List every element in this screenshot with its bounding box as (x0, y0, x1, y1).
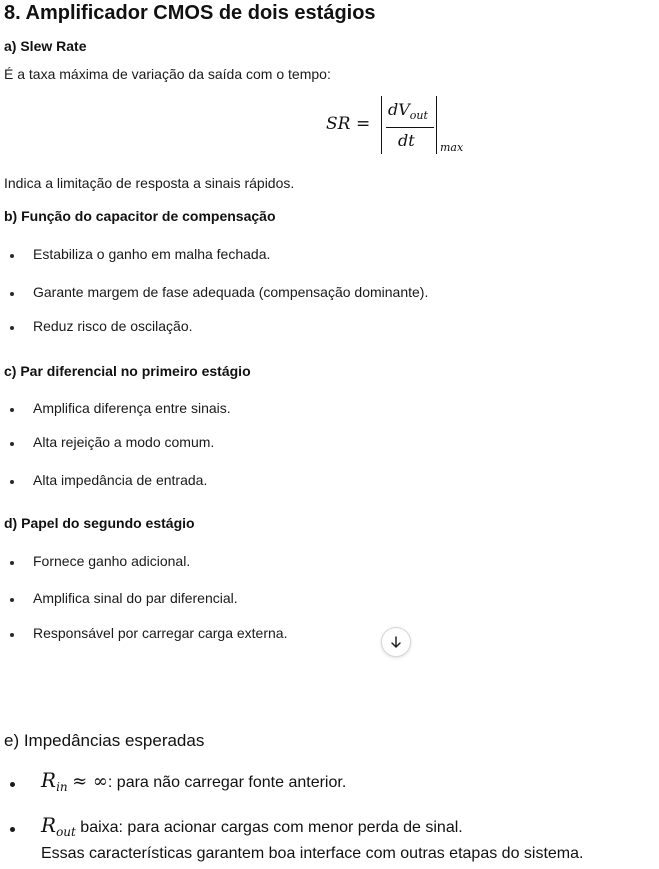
heading-slew-rate: a) Slew Rate (4, 38, 87, 54)
list-item: Amplifica diferença entre sinais. (33, 400, 231, 416)
heading-impedances: e) Impedâncias esperadas (4, 731, 205, 750)
closing-text: Essas características garantem boa interface com outras etapas do sistema. (41, 845, 584, 862)
list-item: Garante margem de fase adequada (compensação dominante). (33, 284, 429, 300)
bullet-dot (10, 408, 14, 412)
list-item: Responsável por carregar carga externa. (33, 625, 288, 641)
formula-lhs: SR (326, 114, 351, 134)
formula-subscript-max: max (440, 141, 464, 154)
list-item: Fornece ganho adicional. (33, 553, 191, 569)
abs-bar-right (436, 96, 437, 154)
bullet-dot (10, 561, 14, 565)
arrow-down-icon (389, 635, 403, 649)
list-item: Reduz risco de oscilação. (33, 318, 193, 334)
section-title: 8. Amplificador CMOS de dois estágios (4, 2, 376, 24)
bullet-dot (10, 633, 14, 637)
fraction-line (386, 127, 434, 128)
bullet-dot (10, 480, 14, 484)
formula-numerator: $dV_{out}$ (388, 100, 428, 123)
scroll-down-button[interactable] (381, 627, 411, 657)
list-item: Estabiliza o ganho em malha fechada. (33, 246, 271, 262)
heading-diff-pair: c) Par diferencial no primeiro estágio (4, 363, 251, 379)
bullet-dot (10, 442, 14, 446)
list-item: Alta rejeição a modo comum. (33, 434, 215, 450)
bullet-dot (10, 326, 14, 330)
bullet-dot (10, 782, 15, 787)
formula-denominator: dt (398, 131, 415, 150)
list-item-rout: $R_{out}$ baixa: para acionar cargas com menor perda de sinal. (41, 813, 463, 840)
list-item: Amplifica sinal do par diferencial. (33, 590, 238, 606)
bullet-dot (10, 598, 14, 602)
formula-equals: = (356, 114, 371, 134)
slew-rate-intro: É a taxa máxima de variação da saída com o tempo: (4, 66, 331, 82)
bullet-dot (10, 254, 14, 258)
list-item-rin: $R_{in}$ ≈ ∞: para não carregar fonte anterior. (41, 768, 347, 795)
list-item: Alta impedância de entrada. (33, 472, 208, 488)
abs-bar-left (381, 96, 382, 154)
heading-second-stage: d) Papel do segundo estágio (4, 515, 195, 531)
bullet-dot (10, 827, 15, 832)
heading-capacitor: b) Função do capacitor de compensação (4, 208, 276, 224)
bullet-dot (10, 292, 14, 296)
slew-rate-note: Indica a limitação de resposta a sinais rápidos. (4, 175, 295, 191)
